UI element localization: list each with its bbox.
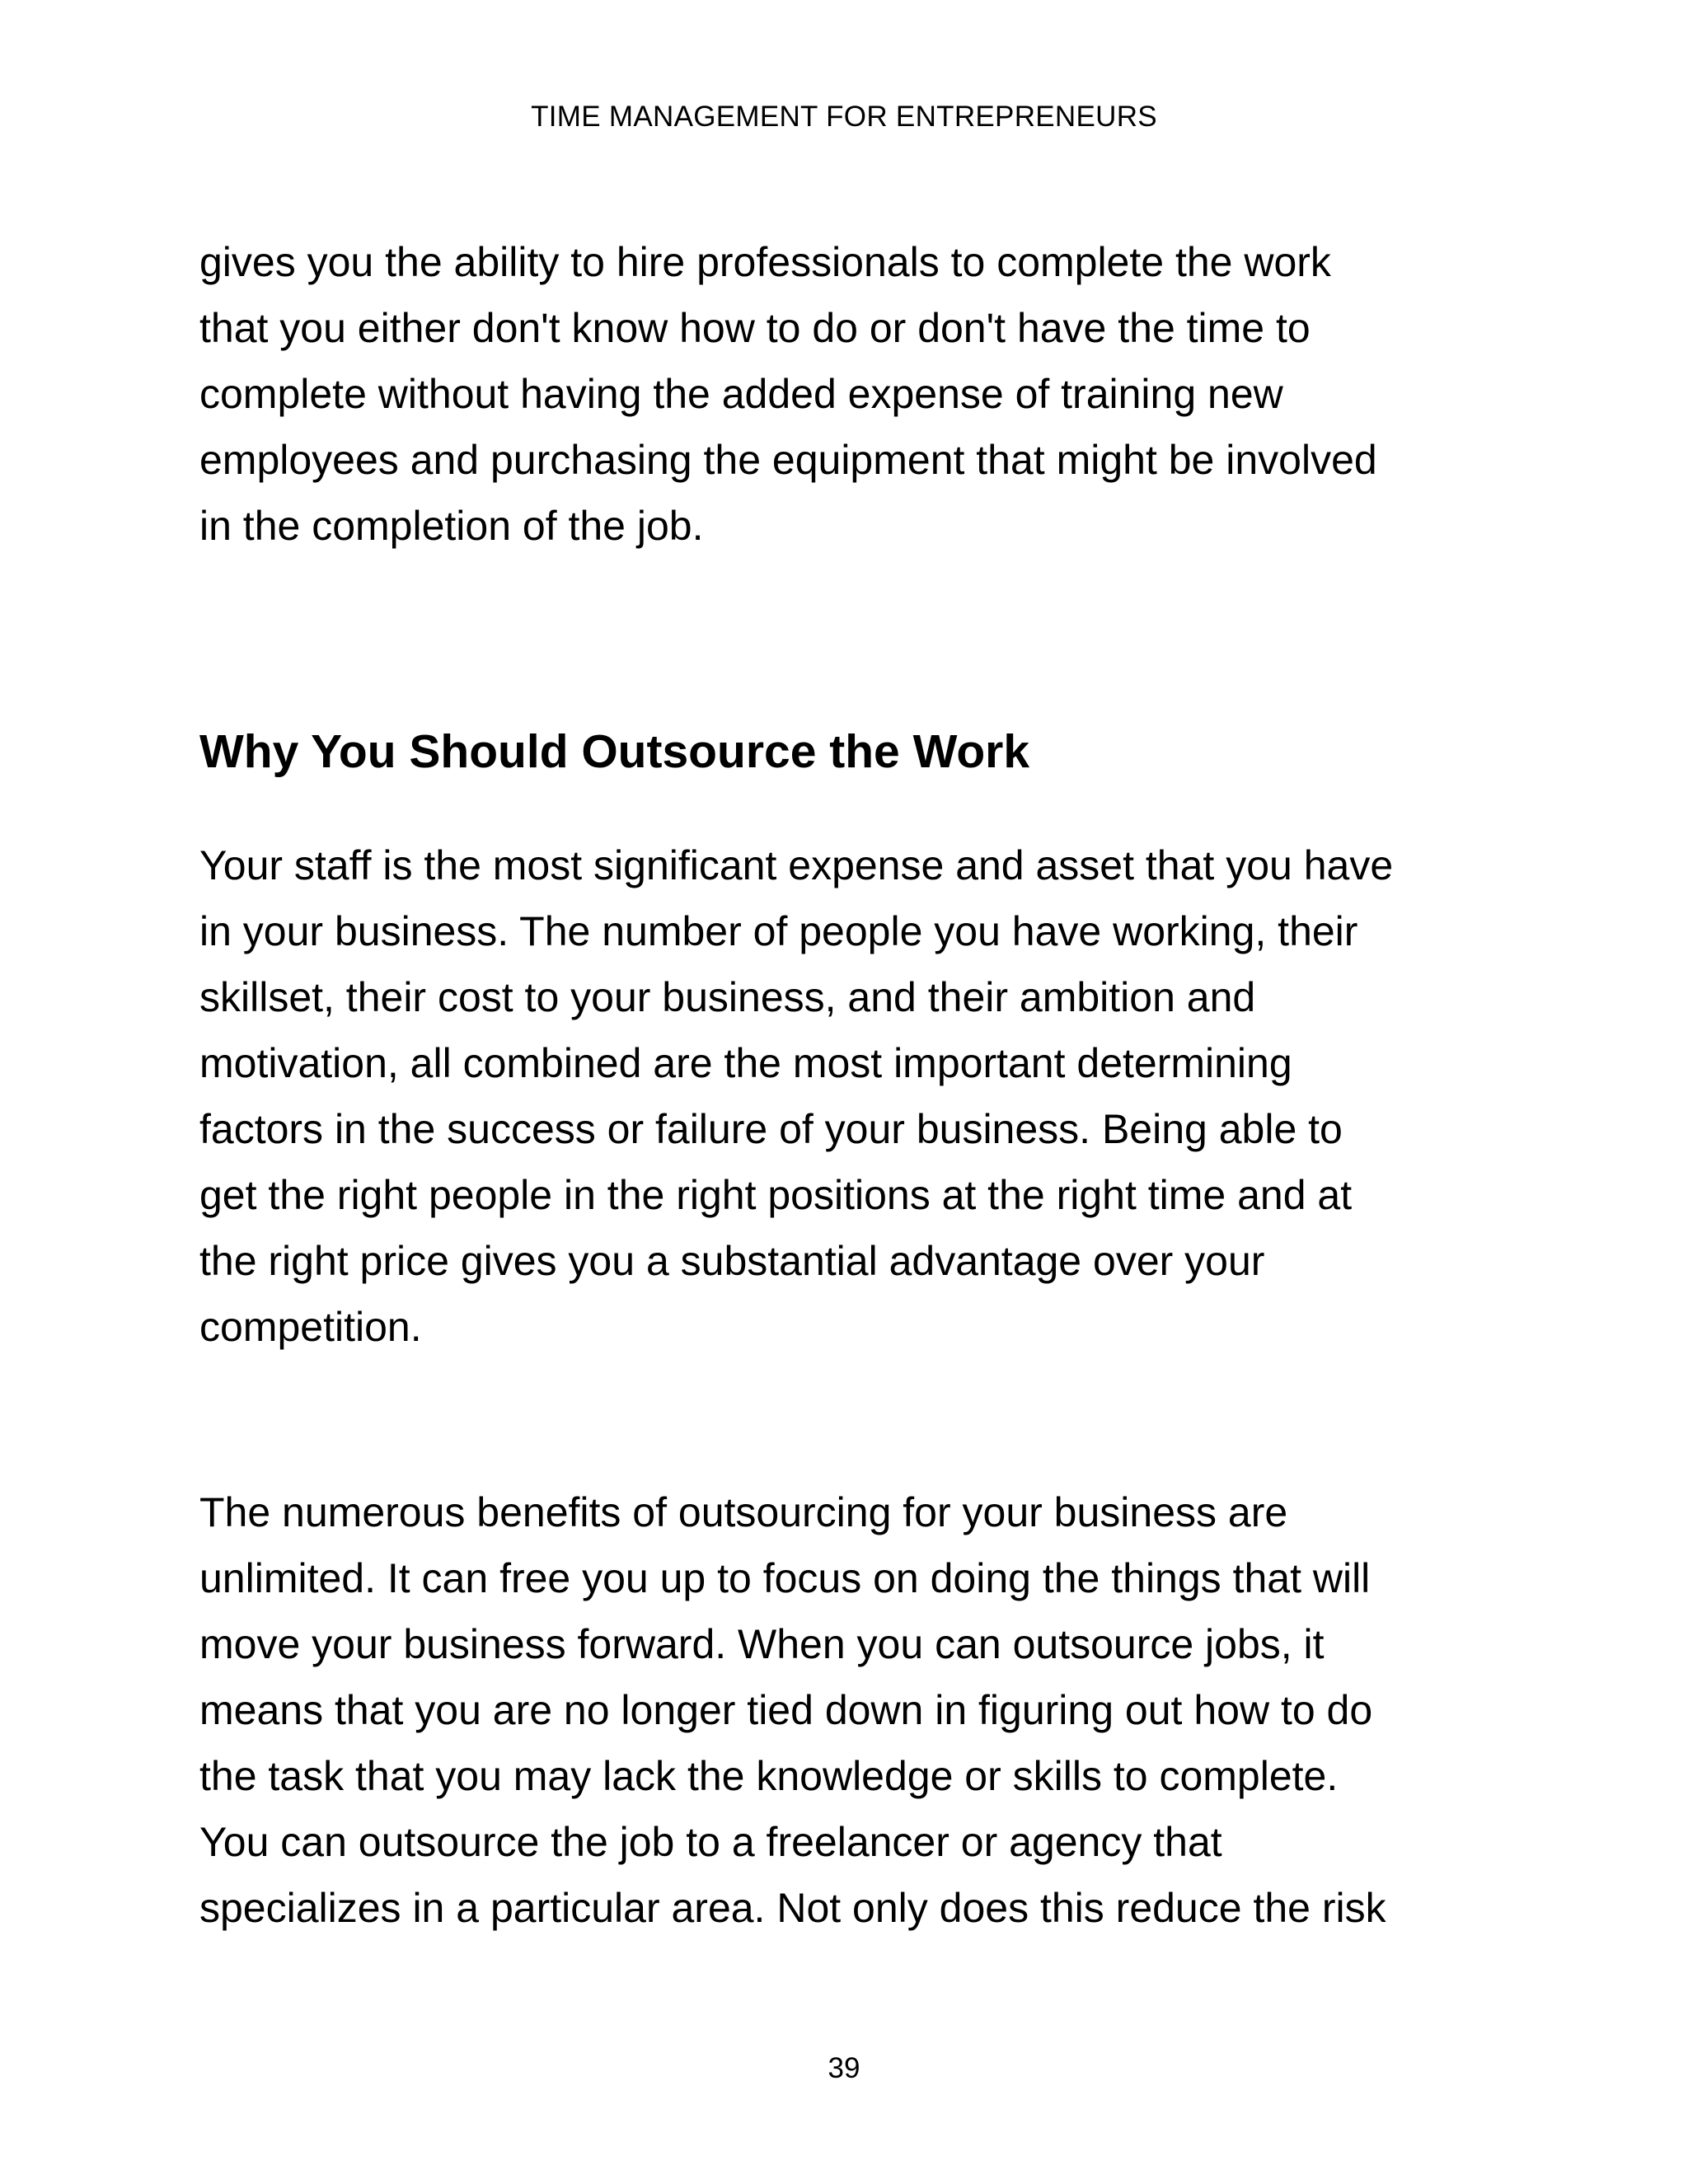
text-line: skillset, their cost to your business, and their ambition and — [199, 974, 1256, 1020]
text-line: complete without having the added expense of training new — [199, 371, 1283, 417]
text-line: Your staff is the most significant expense and asset that you have — [199, 842, 1394, 888]
text-line: competition. — [199, 1304, 422, 1350]
section-heading: Why You Should Outsource the Work — [199, 725, 1030, 778]
text-line: the right price gives you a substantial advantage over your — [199, 1238, 1265, 1284]
text-line: gives you the ability to hire professionals to complete the work — [199, 239, 1331, 285]
text-line: in the completion of the job. — [199, 503, 704, 549]
text-line: that you either don't know how to do or don't have the time to — [199, 305, 1311, 351]
text-line: move your business forward. When you can outsource jobs, it — [199, 1621, 1325, 1667]
text-line: the task that you may lack the knowledge or skills to complete. — [199, 1753, 1339, 1799]
text-line: The numerous benefits of outsourcing for your business are — [199, 1489, 1288, 1535]
running-header: TIME MANAGEMENT FOR ENTREPRENEURS — [531, 101, 1157, 133]
paragraph-staff — [199, 832, 1518, 1360]
text-line: unlimited. It can free you up to focus on doing the things that will — [199, 1555, 1371, 1601]
text-line: employees and purchasing the equipment that might be involved — [199, 437, 1377, 483]
text-line: in your business. The number of people you have working, their — [199, 908, 1358, 954]
text-line: motivation, all combined are the most important determining — [199, 1040, 1292, 1086]
text-line: You can outsource the job to a freelancer or agency that — [199, 1819, 1222, 1865]
page-number: 39 — [828, 2052, 860, 2084]
text-line: get the right people in the right positions at the right time and at — [199, 1172, 1353, 1218]
paragraph-benefits — [199, 1479, 1518, 1941]
text-line: specializes in a particular area. Not only does this reduce the risk — [199, 1885, 1386, 1931]
paragraph-continuation — [199, 229, 1518, 559]
text-line: factors in the success or failure of your business. Being able to — [199, 1106, 1343, 1152]
text-line: means that you are no longer tied down in figuring out how to do — [199, 1687, 1373, 1733]
